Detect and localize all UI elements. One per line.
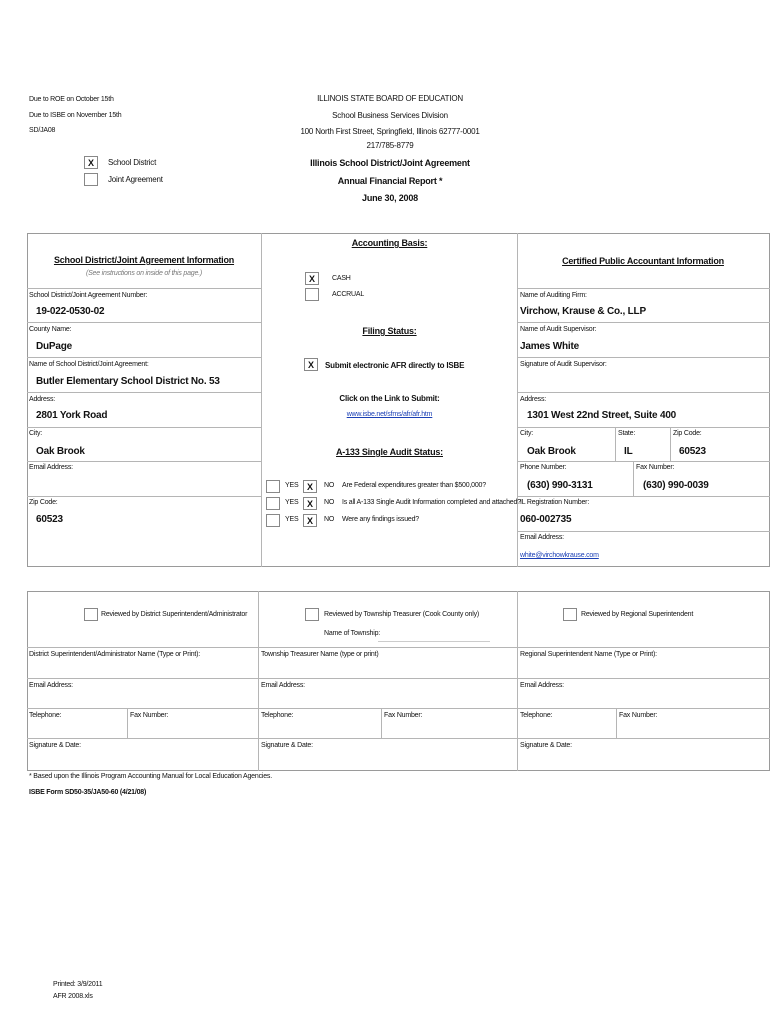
q1-no-label: NO (324, 482, 335, 489)
cpa-zip-value[interactable]: 60523 (679, 446, 706, 457)
due-isbe-text: Due to ISBE on November 15th (29, 112, 122, 119)
regional-review-label: Reviewed by Regional Superintendent (581, 611, 694, 618)
cpa-city-label: City: (520, 430, 534, 437)
registration-value[interactable]: 060-002735 (520, 514, 572, 525)
registration-label: IL Registration Number: (520, 499, 590, 506)
county-value[interactable]: DuPage (36, 341, 73, 352)
district-email-label: Email Address: (29, 464, 73, 471)
township-treasurer-name-label: Township Treasurer Name (type or print) (261, 651, 379, 658)
agency-division: School Business Services Division (332, 111, 448, 120)
district-name-value[interactable]: Butler Elementary School District No. 53 (36, 376, 220, 387)
district-instructions: (See instructions on inside of this page.) (85, 270, 203, 277)
cpa-fax-value[interactable]: (630) 990-0039 (643, 480, 709, 491)
district-city-value[interactable]: Oak Brook (36, 446, 85, 457)
firm-value[interactable]: Virchow, Krause & Co., LLP (520, 306, 646, 317)
school-district-label: School District (108, 158, 157, 167)
district-supt-review-checkbox[interactable] (84, 608, 98, 621)
accrual-checkbox[interactable] (305, 288, 319, 301)
due-roe-text: Due to ROE on October 15th (29, 96, 114, 103)
q3-text: Were any findings issued? (342, 516, 419, 523)
q2-no-checkbox[interactable]: X (303, 497, 317, 510)
audit-status-title: A-133 Single Audit Status: (336, 447, 443, 457)
district-number-label: School District/Joint Agreement Number: (29, 292, 148, 299)
q3-no-checkbox[interactable]: X (303, 514, 317, 527)
review-signature-label-2: Signature & Date: (261, 742, 313, 749)
review-panel (27, 591, 770, 771)
review-fax-label-1: Fax Number: (130, 712, 169, 719)
review-signature-label-3: Signature & Date: (520, 742, 572, 749)
footnote: * Based upon the Illinois Program Accounting Manual for Local Education Agencies. (29, 773, 272, 780)
review-fax-label-2: Fax Number: (384, 712, 423, 719)
report-title: Annual Financial Report * (337, 176, 443, 186)
supervisor-label: Name of Audit Supervisor: (520, 326, 597, 333)
agency-address: 100 North First Street, Springfield, Illinois 62777-0001 (300, 127, 480, 136)
township-review-label: Reviewed by Township Treasurer (Cook County only) (324, 611, 480, 618)
file-name: AFR 2008.xls (53, 993, 93, 1000)
township-review-checkbox[interactable] (305, 608, 319, 621)
cash-checkbox[interactable]: X (305, 272, 319, 285)
review-telephone-label-1: Telephone: (29, 712, 62, 719)
report-date: June 30, 2008 (362, 193, 418, 203)
supervisor-value[interactable]: James White (520, 341, 579, 352)
q2-text: Is all A-133 Single Audit Information completed and attached? (342, 499, 521, 506)
firm-label: Name of Auditing Firm: (520, 292, 587, 299)
submit-link[interactable]: www.isbe.net/sfms/afr/afr.htm (346, 411, 433, 418)
review-email-label-3: Email Address: (520, 682, 564, 689)
district-number-value[interactable]: 19-022-0530-02 (36, 306, 105, 317)
cpa-phone-label: Phone Number: (520, 464, 567, 471)
district-supt-review-label: Reviewed by District Superintendent/Administrator (101, 611, 248, 618)
filing-status-title: Filing Status: (362, 326, 417, 336)
cpa-zip-label: Zip Code: (673, 430, 702, 437)
cpa-state-label: State: (618, 430, 636, 437)
district-zip-label: Zip Code: (29, 499, 58, 506)
regional-review-checkbox[interactable] (563, 608, 577, 621)
accrual-label: ACCRUAL (332, 291, 365, 298)
printed-date: Printed: 3/9/2011 (53, 981, 103, 988)
q3-yes-label: YES (285, 516, 299, 523)
agency-name: ILLINOIS STATE BOARD OF EDUCATION (317, 94, 463, 103)
q2-no-label: NO (324, 499, 335, 506)
agency-phone: 217/785-8779 (366, 141, 414, 150)
cpa-email-label: Email Address: (520, 534, 564, 541)
district-zip-value[interactable]: 60523 (36, 514, 63, 525)
district-section-title: School District/Joint Agreement Information (53, 255, 235, 265)
q1-no-checkbox[interactable]: X (303, 480, 317, 493)
cpa-state-value[interactable]: IL (624, 446, 633, 457)
submit-link-title: Click on the Link to Submit: (339, 394, 440, 403)
q1-text: Are Federal expenditures greater than $500,000? (342, 482, 486, 489)
review-telephone-label-2: Telephone: (261, 712, 294, 719)
district-supt-name-label: District Superintendent/Administrator Name (Type or Print): (29, 651, 201, 658)
q3-yes-checkbox[interactable] (266, 514, 280, 527)
cpa-phone-value[interactable]: (630) 990-3131 (527, 480, 593, 491)
township-name-label: Name of Township: (324, 630, 381, 637)
cpa-address-label: Address: (520, 396, 547, 403)
q1-yes-checkbox[interactable] (266, 480, 280, 493)
review-fax-label-3: Fax Number: (619, 712, 658, 719)
review-email-label-1: Email Address: (29, 682, 73, 689)
district-name-label: Name of School District/Joint Agreement: (29, 361, 149, 368)
district-city-label: City: (29, 430, 43, 437)
county-label: County Name: (29, 326, 72, 333)
review-email-label-2: Email Address: (261, 682, 305, 689)
cash-label: CASH (332, 275, 351, 282)
cpa-section-title: Certified Public Accountant Information (562, 256, 724, 266)
q3-no-label: NO (324, 516, 335, 523)
submit-electronic-checkbox[interactable]: X (304, 358, 318, 371)
q1-yes-label: YES (285, 482, 299, 489)
accounting-basis-title: Accounting Basis: (351, 238, 428, 248)
joint-agreement-checkbox[interactable] (84, 173, 98, 186)
regional-supt-name-label: Regional Superintendent Name (Type or Print): (520, 651, 657, 658)
cpa-fax-label: Fax Number: (636, 464, 675, 471)
district-address-label: Address: (29, 396, 56, 403)
review-signature-label-1: Signature & Date: (29, 742, 81, 749)
review-telephone-label-3: Telephone: (520, 712, 553, 719)
cpa-city-value[interactable]: Oak Brook (527, 446, 576, 457)
school-district-checkbox[interactable]: X (84, 156, 98, 169)
form-code: SD/JA08 (29, 127, 56, 134)
signature-label: Signature of Audit Supervisor: (520, 361, 607, 368)
district-address-value[interactable]: 2801 York Road (36, 410, 108, 421)
submit-electronic-label: Submit electronic AFR directly to ISBE (325, 361, 465, 370)
q2-yes-checkbox[interactable] (266, 497, 280, 510)
isbe-form-number: ISBE Form SD50-35/JA50-60 (4/21/08) (29, 789, 147, 796)
form-title: Illinois School District/Joint Agreement (310, 158, 470, 168)
cpa-address-value[interactable]: 1301 West 22nd Street, Suite 400 (527, 410, 677, 421)
q2-yes-label: YES (285, 499, 299, 506)
cpa-email-link[interactable]: white@virchowkrause.com (520, 552, 599, 559)
joint-agreement-label: Joint Agreement (108, 175, 163, 184)
